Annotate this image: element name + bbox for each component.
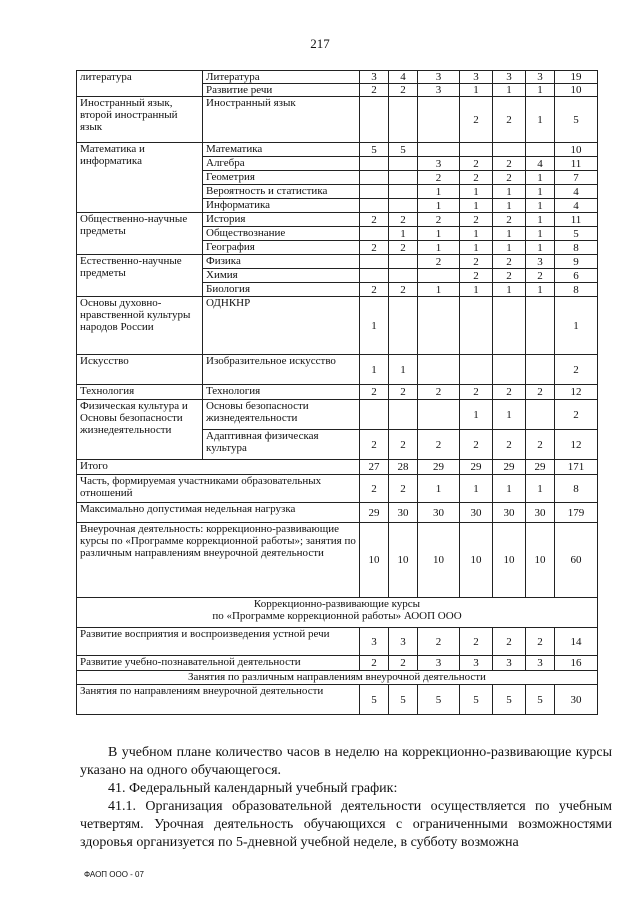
subject-name: Обществознание xyxy=(203,227,360,241)
hours-grade-7: 1 xyxy=(418,283,460,297)
hours-grade-6 xyxy=(389,297,418,355)
dir-row xyxy=(77,685,598,715)
itogo-row-grade-9: 29 xyxy=(493,460,526,475)
extracurricular-row-grade-6: 10 xyxy=(389,523,418,598)
hours-grade-5: 2 xyxy=(360,84,389,97)
itogo-row-label: Итого xyxy=(77,460,360,475)
itogo-row-grade-6: 28 xyxy=(389,460,418,475)
hours-grade-8: 1 xyxy=(460,185,493,199)
dir-row-grade-10: 5 xyxy=(526,685,555,715)
subject-name: Технология xyxy=(203,385,360,400)
hours-grade-5 xyxy=(360,157,389,171)
subject-area: Технология xyxy=(77,385,203,400)
part-row-total: 8 xyxy=(555,475,598,503)
part-row-grade-10: 1 xyxy=(526,475,555,503)
part-row-grade-9: 1 xyxy=(493,475,526,503)
hours-grade-6: 2 xyxy=(389,213,418,227)
footer-code: ФАОП ООО - 07 xyxy=(84,870,144,879)
extracurricular-row-grade-8: 10 xyxy=(460,523,493,598)
hours-grade-6: 2 xyxy=(389,241,418,255)
itogo-row xyxy=(77,460,598,475)
dir-header: Занятия по различным направлениям внеурочной деятельности xyxy=(77,671,598,685)
corr-row-grade-6: 2 xyxy=(389,656,418,671)
corr-row-grade-5: 2 xyxy=(360,656,389,671)
hours-grade-9 xyxy=(493,143,526,157)
hours-grade-10: 1 xyxy=(526,227,555,241)
subject-area: литература xyxy=(77,71,203,97)
corr-row-grade-7: 2 xyxy=(418,628,460,656)
hours-total: 12 xyxy=(555,385,598,400)
hours-grade-6 xyxy=(389,400,418,430)
dir-row-grade-5: 5 xyxy=(360,685,389,715)
hours-grade-9: 1 xyxy=(493,241,526,255)
hours-grade-10 xyxy=(526,355,555,385)
hours-total: 7 xyxy=(555,171,598,185)
hours-grade-8: 2 xyxy=(460,171,493,185)
hours-total: 5 xyxy=(555,97,598,143)
extracurricular-row-grade-9: 10 xyxy=(493,523,526,598)
hours-grade-8: 1 xyxy=(460,84,493,97)
subject-name: Информатика xyxy=(203,199,360,213)
hours-grade-10: 3 xyxy=(526,71,555,84)
hours-grade-5 xyxy=(360,269,389,283)
hours-grade-5 xyxy=(360,97,389,143)
hours-grade-7: 3 xyxy=(418,84,460,97)
hours-grade-7: 1 xyxy=(418,227,460,241)
hours-grade-10: 3 xyxy=(526,255,555,269)
subject-name: Алгебра xyxy=(203,157,360,171)
corr-row xyxy=(77,628,598,656)
dir-row-grade-6: 5 xyxy=(389,685,418,715)
hours-grade-6: 1 xyxy=(389,355,418,385)
part-row-label: Часть, формируемая участниками образовательных отношений xyxy=(77,475,360,503)
hours-grade-9: 1 xyxy=(493,283,526,297)
hours-total: 1 xyxy=(555,297,598,355)
part-row-grade-7: 1 xyxy=(418,475,460,503)
subject-name: Химия xyxy=(203,269,360,283)
corr-header-line-2: по «Программе коррекционной работы» АООП ООО xyxy=(212,610,462,622)
corr-row-label: Развитие учебно-познавательной деятельности xyxy=(77,656,360,671)
hours-grade-5 xyxy=(360,255,389,269)
hours-grade-6 xyxy=(389,199,418,213)
max-load-row-total: 179 xyxy=(555,503,598,523)
subject-name: Основы безопасности жизнедеятельности xyxy=(203,400,360,430)
hours-grade-9: 2 xyxy=(493,269,526,283)
hours-grade-5: 3 xyxy=(360,71,389,84)
hours-total: 4 xyxy=(555,185,598,199)
hours-grade-6: 1 xyxy=(389,227,418,241)
hours-grade-5 xyxy=(360,227,389,241)
hours-grade-8: 2 xyxy=(460,385,493,400)
hours-grade-6 xyxy=(389,185,418,199)
hours-grade-7 xyxy=(418,400,460,430)
hours-grade-8: 3 xyxy=(460,71,493,84)
hours-grade-5: 2 xyxy=(360,213,389,227)
hours-grade-10: 1 xyxy=(526,199,555,213)
hours-grade-7: 2 xyxy=(418,385,460,400)
hours-grade-8: 2 xyxy=(460,97,493,143)
hours-grade-6: 2 xyxy=(389,84,418,97)
hours-grade-7 xyxy=(418,143,460,157)
table-row xyxy=(77,71,598,84)
corr-row xyxy=(77,656,598,671)
hours-grade-9: 2 xyxy=(493,171,526,185)
itogo-row-grade-7: 29 xyxy=(418,460,460,475)
subject-name: Адаптивная физическая культура xyxy=(203,430,360,460)
hours-grade-8: 1 xyxy=(460,241,493,255)
hours-grade-8 xyxy=(460,143,493,157)
subject-area: Общественно-научные предметы xyxy=(77,213,203,255)
hours-grade-10: 1 xyxy=(526,213,555,227)
max-load-row-grade-10: 30 xyxy=(526,503,555,523)
hours-grade-10 xyxy=(526,297,555,355)
corr-row-label: Развитие восприятия и воспроизведения устной речи xyxy=(77,628,360,656)
hours-grade-9: 2 xyxy=(493,157,526,171)
hours-grade-7 xyxy=(418,269,460,283)
hours-grade-7: 1 xyxy=(418,199,460,213)
paragraph-courses-note: В учебном плане количество часов в неделю на коррекционно-развивающие курсы указано на одного обучающегося. xyxy=(80,745,612,778)
max-load-row-grade-5: 29 xyxy=(360,503,389,523)
hours-total: 10 xyxy=(555,84,598,97)
corr-row-total: 16 xyxy=(555,656,598,671)
curriculum-table xyxy=(76,70,598,715)
max-load-row-label: Максимально допустимая недельная нагрузка xyxy=(77,503,360,523)
hours-grade-5 xyxy=(360,171,389,185)
itogo-row-total: 171 xyxy=(555,460,598,475)
hours-grade-7: 3 xyxy=(418,157,460,171)
subject-name: Иностранный язык xyxy=(203,97,360,143)
table-row xyxy=(77,385,598,400)
subject-area: Искусство xyxy=(77,355,203,385)
hours-grade-9: 2 xyxy=(493,430,526,460)
hours-grade-7: 2 xyxy=(418,213,460,227)
max-load-row-grade-7: 30 xyxy=(418,503,460,523)
hours-grade-9 xyxy=(493,297,526,355)
extracurricular-row-total: 60 xyxy=(555,523,598,598)
table-row xyxy=(77,400,598,430)
hours-total: 10 xyxy=(555,143,598,157)
dir-row-grade-7: 5 xyxy=(418,685,460,715)
subject-name: Изобразительное искусство xyxy=(203,355,360,385)
hours-grade-9 xyxy=(493,355,526,385)
hours-grade-9: 2 xyxy=(493,213,526,227)
hours-total: 11 xyxy=(555,213,598,227)
subject-name: Биология xyxy=(203,283,360,297)
part-row-grade-8: 1 xyxy=(460,475,493,503)
table-row xyxy=(77,255,598,269)
corr-row-grade-8: 3 xyxy=(460,656,493,671)
dir-row-grade-8: 5 xyxy=(460,685,493,715)
itogo-row-grade-8: 29 xyxy=(460,460,493,475)
max-load-row-grade-8: 30 xyxy=(460,503,493,523)
hours-grade-6 xyxy=(389,171,418,185)
corr-row-grade-6: 3 xyxy=(389,628,418,656)
subject-name: Физика xyxy=(203,255,360,269)
hours-grade-10: 2 xyxy=(526,269,555,283)
hours-grade-6: 4 xyxy=(389,71,418,84)
page-number: 217 xyxy=(310,36,330,51)
hours-grade-6 xyxy=(389,269,418,283)
hours-grade-7 xyxy=(418,355,460,385)
hours-total: 4 xyxy=(555,199,598,213)
hours-grade-5: 5 xyxy=(360,143,389,157)
hours-grade-10: 1 xyxy=(526,283,555,297)
subject-name: ОДНКНР xyxy=(203,297,360,355)
table-row xyxy=(77,97,598,143)
subject-area: Физическая культура и Основы безопасности жизнедеятельности xyxy=(77,400,203,460)
hours-grade-5: 1 xyxy=(360,355,389,385)
hours-grade-5: 2 xyxy=(360,283,389,297)
hours-grade-9: 2 xyxy=(493,385,526,400)
hours-grade-10: 2 xyxy=(526,385,555,400)
hours-grade-6: 2 xyxy=(389,385,418,400)
paragraph-calendar-heading: 41. Федеральный календарный учебный график: xyxy=(108,781,398,796)
hours-grade-5 xyxy=(360,199,389,213)
hours-grade-9: 1 xyxy=(493,227,526,241)
hours-grade-6: 2 xyxy=(389,283,418,297)
corr-header-line-1: Коррекционно-развивающие курсы xyxy=(253,598,421,610)
hours-total: 9 xyxy=(555,255,598,269)
hours-grade-9: 1 xyxy=(493,199,526,213)
hours-grade-7: 3 xyxy=(418,71,460,84)
table-row xyxy=(77,355,598,385)
hours-grade-9: 3 xyxy=(493,71,526,84)
corr-row-grade-7: 3 xyxy=(418,656,460,671)
hours-grade-9: 2 xyxy=(493,97,526,143)
table-row xyxy=(77,213,598,227)
subject-name: Вероятность и статистика xyxy=(203,185,360,199)
hours-total: 5 xyxy=(555,227,598,241)
hours-grade-9: 1 xyxy=(493,185,526,199)
hours-grade-5: 1 xyxy=(360,297,389,355)
hours-grade-5: 2 xyxy=(360,430,389,460)
hours-grade-6 xyxy=(389,97,418,143)
hours-grade-8: 2 xyxy=(460,430,493,460)
subject-name: География xyxy=(203,241,360,255)
hours-grade-8 xyxy=(460,355,493,385)
subject-area: Основы духовно-нравственной культуры народов России xyxy=(77,297,203,355)
hours-grade-5: 2 xyxy=(360,385,389,400)
corr-row-grade-10: 2 xyxy=(526,628,555,656)
subject-name: Развитие речи xyxy=(203,84,360,97)
subject-name: Литература xyxy=(203,71,360,84)
extracurricular-row-grade-10: 10 xyxy=(526,523,555,598)
hours-total: 2 xyxy=(555,400,598,430)
hours-grade-8 xyxy=(460,297,493,355)
dir-row-grade-9: 5 xyxy=(493,685,526,715)
hours-grade-5 xyxy=(360,400,389,430)
hours-grade-7: 2 xyxy=(418,430,460,460)
hours-grade-10 xyxy=(526,143,555,157)
hours-total: 11 xyxy=(555,157,598,171)
hours-grade-10: 4 xyxy=(526,157,555,171)
hours-grade-7: 1 xyxy=(418,185,460,199)
dir-row-total: 30 xyxy=(555,685,598,715)
hours-total: 6 xyxy=(555,269,598,283)
body-text xyxy=(80,744,612,852)
hours-grade-7: 2 xyxy=(418,171,460,185)
hours-grade-8: 1 xyxy=(460,400,493,430)
hours-grade-9: 1 xyxy=(493,84,526,97)
extracurricular-row-grade-5: 10 xyxy=(360,523,389,598)
hours-grade-9: 2 xyxy=(493,255,526,269)
max-load-row xyxy=(77,503,598,523)
hours-grade-6: 5 xyxy=(389,143,418,157)
hours-grade-6: 2 xyxy=(389,430,418,460)
hours-grade-8: 2 xyxy=(460,269,493,283)
hours-grade-7: 1 xyxy=(418,241,460,255)
itogo-row-grade-5: 27 xyxy=(360,460,389,475)
corr-row-grade-9: 3 xyxy=(493,656,526,671)
hours-grade-10: 1 xyxy=(526,97,555,143)
hours-total: 8 xyxy=(555,241,598,255)
hours-grade-7: 2 xyxy=(418,255,460,269)
extracurricular-row xyxy=(77,523,598,598)
hours-grade-8: 1 xyxy=(460,227,493,241)
hours-grade-9: 1 xyxy=(493,400,526,430)
hours-grade-6 xyxy=(389,157,418,171)
hours-grade-7 xyxy=(418,297,460,355)
hours-total: 19 xyxy=(555,71,598,84)
hours-total: 8 xyxy=(555,283,598,297)
subject-name: Геометрия xyxy=(203,171,360,185)
hours-grade-10: 1 xyxy=(526,241,555,255)
max-load-row-grade-9: 30 xyxy=(493,503,526,523)
hours-grade-10: 2 xyxy=(526,430,555,460)
hours-total: 2 xyxy=(555,355,598,385)
corr-row-grade-9: 2 xyxy=(493,628,526,656)
itogo-row-grade-10: 29 xyxy=(526,460,555,475)
hours-grade-10: 1 xyxy=(526,84,555,97)
hours-grade-7 xyxy=(418,97,460,143)
corr-header xyxy=(77,598,598,628)
hours-grade-8: 1 xyxy=(460,283,493,297)
hours-grade-8: 2 xyxy=(460,157,493,171)
hours-grade-10: 1 xyxy=(526,171,555,185)
hours-grade-10 xyxy=(526,400,555,430)
corr-row-grade-5: 3 xyxy=(360,628,389,656)
table-row xyxy=(77,297,598,355)
subject-name: Математика xyxy=(203,143,360,157)
part-row-grade-5: 2 xyxy=(360,475,389,503)
dir-header-row xyxy=(77,671,598,685)
hours-grade-8: 2 xyxy=(460,255,493,269)
corr-header-row xyxy=(77,598,598,628)
subject-area: Математика и информатика xyxy=(77,143,203,213)
hours-grade-5: 2 xyxy=(360,241,389,255)
hours-grade-8: 1 xyxy=(460,199,493,213)
part-row-grade-6: 2 xyxy=(389,475,418,503)
dir-row-label: Занятия по направлениям внеурочной деятельности xyxy=(77,685,360,715)
hours-total: 12 xyxy=(555,430,598,460)
corr-row-total: 14 xyxy=(555,628,598,656)
subject-area: Иностранный язык, второй иностранный язык xyxy=(77,97,203,143)
max-load-row-grade-6: 30 xyxy=(389,503,418,523)
hours-grade-6 xyxy=(389,255,418,269)
hours-grade-10: 1 xyxy=(526,185,555,199)
hours-grade-5 xyxy=(360,185,389,199)
extracurricular-row-label: Внеурочная деятельность: коррекционно-развивающие курсы по «Программе коррекционной работы»; занятия по различным направлениям внеурочной деятельности xyxy=(77,523,360,598)
subject-area: Естественно-научные предметы xyxy=(77,255,203,297)
corr-row-grade-8: 2 xyxy=(460,628,493,656)
extracurricular-row-grade-7: 10 xyxy=(418,523,460,598)
corr-row-grade-10: 3 xyxy=(526,656,555,671)
hours-grade-8: 2 xyxy=(460,213,493,227)
part-row xyxy=(77,475,598,503)
table-row xyxy=(77,143,598,157)
paragraph-organization: 41.1. Организация образовательной деятельности осуществляется по учебным четвертям. Урочная деятельность обучающихся с ограниченными возможностями здоровья организуется по 5-дневной учебной неделе, в субботу возможна xyxy=(80,799,612,850)
subject-name: История xyxy=(203,213,360,227)
